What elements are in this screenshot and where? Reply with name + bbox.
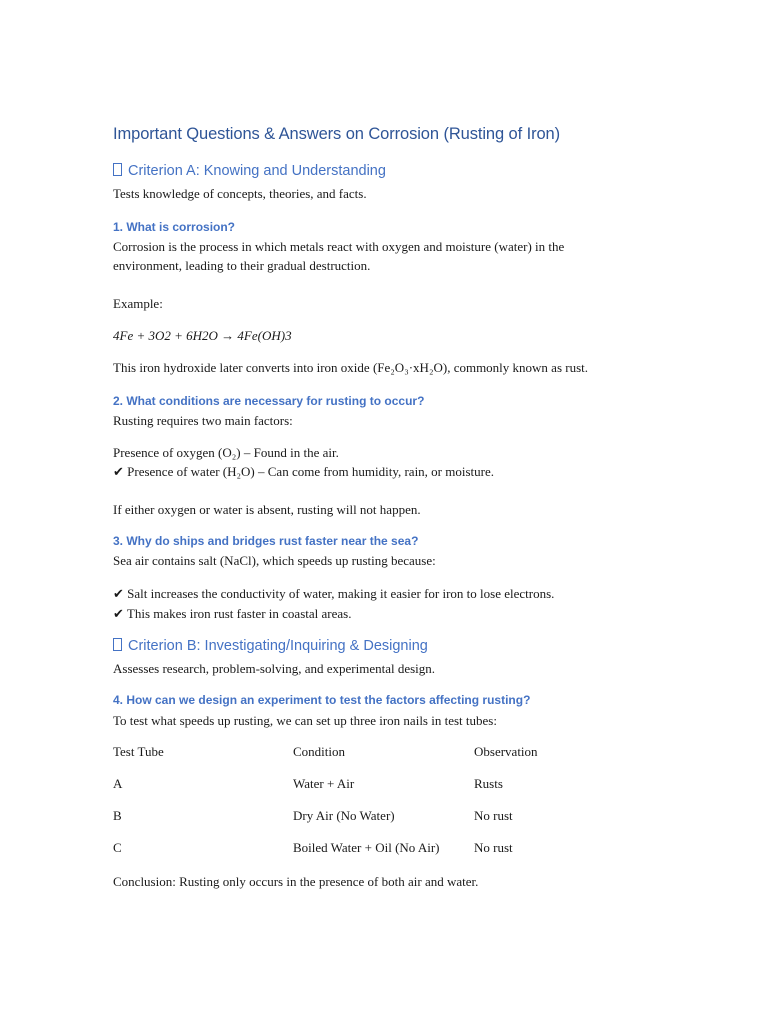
table-header-observation: Observation <box>474 744 538 759</box>
answer-3-point-1: ✔ Salt increases the conductivity of water, making it easier for iron to lose electrons. <box>113 586 555 601</box>
answer-2-intro: Rusting requires two main factors: <box>113 413 293 428</box>
question-3: 3. Why do ships and bridges rust faster near the sea? <box>113 534 419 548</box>
answer-3-point-2: ✔ This makes iron rust faster in coastal areas. <box>113 606 352 621</box>
answer-1: Corrosion is the process in which metals react with oxygen and moisture (water) in the environment, leading to their gradual destruction. <box>113 239 565 273</box>
table-cell-observation: No rust <box>474 808 513 823</box>
answer-2-conclusion: If either oxygen or water is absent, rusting will not happen. <box>113 502 421 517</box>
factor-oxygen: Presence of oxygen (O₂) – Found in the air. <box>113 445 339 460</box>
rust-equation: 4Fe + 3O2 + 6H2O → 4Fe(OH)3 <box>113 328 292 343</box>
answer-4-intro: To test what speeds up rusting, we can set up three iron nails in test tubes: <box>113 713 497 728</box>
criterion-a-description: Tests knowledge of concepts, theories, and facts. <box>113 186 367 201</box>
table-cell-condition: Dry Air (No Water) <box>293 808 395 823</box>
criterion-b-description: Assesses research, problem-solving, and experimental design. <box>113 661 436 676</box>
table-header-condition: Condition <box>293 744 346 759</box>
question-4: 4. How can we design an experiment to test the factors affecting rusting? <box>113 693 531 707</box>
table-cell-condition: Boiled Water + Oil (No Air) <box>293 840 440 855</box>
criterion-a-heading <box>113 163 386 179</box>
table-cell-condition: Water + Air <box>293 776 355 791</box>
question-1: 1. What is corrosion? <box>113 220 236 234</box>
table-cell-tube: A <box>113 776 123 791</box>
table-cell-observation: No rust <box>474 840 513 855</box>
missing-glyph-icon <box>113 638 122 651</box>
criterion-b-heading <box>113 638 428 654</box>
question-2: 2. What conditions are necessary for rusting to occur? <box>113 394 425 408</box>
rust-note: This iron hydroxide later converts into iron oxide (Fe₂O₃·xH₂O), commonly known as rust. <box>113 360 589 375</box>
factor-water: ✔ Presence of water (H₂O) – Can come from humidity, rain, or moisture. <box>113 464 495 479</box>
document-title: Important Questions & Answers on Corrosion (Rusting of Iron) <box>113 125 561 143</box>
criterion-a-heading-text: Criterion A: Knowing and Understanding <box>128 163 386 179</box>
example-label: Example: <box>113 296 163 311</box>
criterion-b-heading-text: Criterion B: Investigating/Inquiring & Designing <box>128 638 428 654</box>
table-cell-tube: B <box>113 808 122 823</box>
answer-3-intro: Sea air contains salt (NaCl), which speeds up rusting because: <box>113 553 436 568</box>
table-cell-tube: C <box>113 840 122 855</box>
missing-glyph-icon <box>113 163 122 176</box>
table-header-test-tube: Test Tube <box>113 744 164 759</box>
answer-4-conclusion: Conclusion: Rusting only occurs in the presence of both air and water. <box>113 874 479 889</box>
table-cell-observation: Rusts <box>474 776 503 791</box>
